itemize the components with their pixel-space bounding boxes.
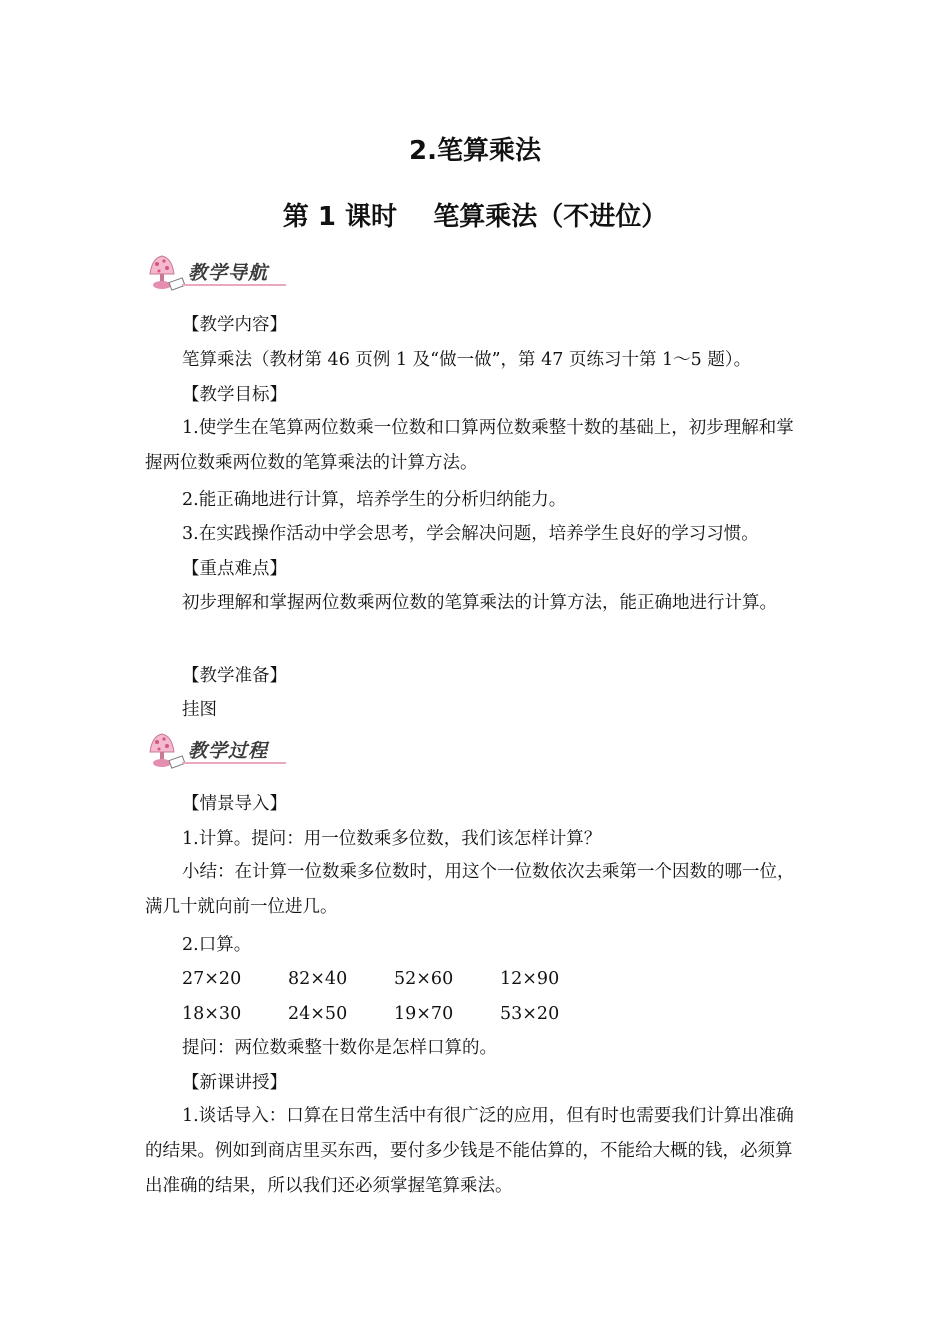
nav-banner-label: 教学导航 xyxy=(188,262,269,284)
key-text: 初步理解和掌握两位数乘两位数的笔算乘法的计算方法，能正确地进行计算。 xyxy=(182,593,777,613)
prep-heading: 【教学准备】 xyxy=(182,666,287,686)
calc-item: 27×20 xyxy=(182,969,242,989)
calc-item: 53×20 xyxy=(500,1004,560,1024)
goal-heading: 【教学目标】 xyxy=(182,385,287,405)
calc-row-2 xyxy=(182,1002,606,1026)
prep-text: 挂图 xyxy=(182,700,217,720)
process-banner-label: 教学过程 xyxy=(188,740,269,762)
summary: 小结：在计算一位数乘多位数时，用这个一位数依次去乘第一个因数的哪一位，满几十就向前一位进几。 xyxy=(145,862,795,917)
calc-item: 52×60 xyxy=(394,969,454,989)
calc-row-1 xyxy=(182,967,606,991)
intro-2: 2.口算。 xyxy=(182,935,252,955)
calc-item: 12×90 xyxy=(500,969,560,989)
banner-underline xyxy=(182,284,286,286)
question: 提问：两位数乘整十数你是怎样口算的。 xyxy=(182,1038,497,1058)
new-1: 1.谈话导入：口算在日常生活中有很广泛的应用，但有时也需要我们计算出准确的结果。例如到商店里买东西，要付多少钱是不能估算的，不能给大概的钱，必须算出准确的结果，所以我们还必须掌握笔算乘法。 xyxy=(145,1106,794,1196)
goal-3: 3.在实践操作活动中学会思考，学会解决问题，培养学生良好的学习习惯。 xyxy=(182,524,759,544)
goal-1: 1.使学生在笔算两位数乘一位数和口算两位数乘整十数的基础上，初步理解和掌握两位数乘两位数的笔算乘法的计算方法。 xyxy=(145,418,794,473)
key-heading: 【重点难点】 xyxy=(182,559,287,579)
new-heading: 【新课讲授】 xyxy=(182,1073,287,1093)
intro-1: 1.计算。提问：用一位数乘多位数，我们该怎样计算？ xyxy=(182,829,602,849)
process-banner xyxy=(142,730,292,774)
intro-heading: 【情景导入】 xyxy=(182,794,287,814)
content-text: 笔算乘法（教材第 46 页例 1 及“做一做”，第 47 页练习十第 1～5 题）。 xyxy=(182,350,752,370)
calc-item: 24×50 xyxy=(288,1004,348,1024)
banner-underline xyxy=(182,762,286,764)
lamp-icon xyxy=(142,730,188,774)
nav-banner xyxy=(142,252,292,296)
lesson-subtitle: 第 1 课时 笔算乘法（不进位） xyxy=(282,202,668,232)
calc-item: 82×40 xyxy=(288,969,348,989)
content-heading: 【教学内容】 xyxy=(182,315,287,335)
lamp-icon xyxy=(142,252,188,296)
lesson-title: 2.笔算乘法 xyxy=(409,136,541,166)
goal-2: 2.能正确地进行计算，培养学生的分析归纳能力。 xyxy=(182,490,567,510)
calc-item: 19×70 xyxy=(394,1004,454,1024)
calc-item: 18×30 xyxy=(182,1004,242,1024)
